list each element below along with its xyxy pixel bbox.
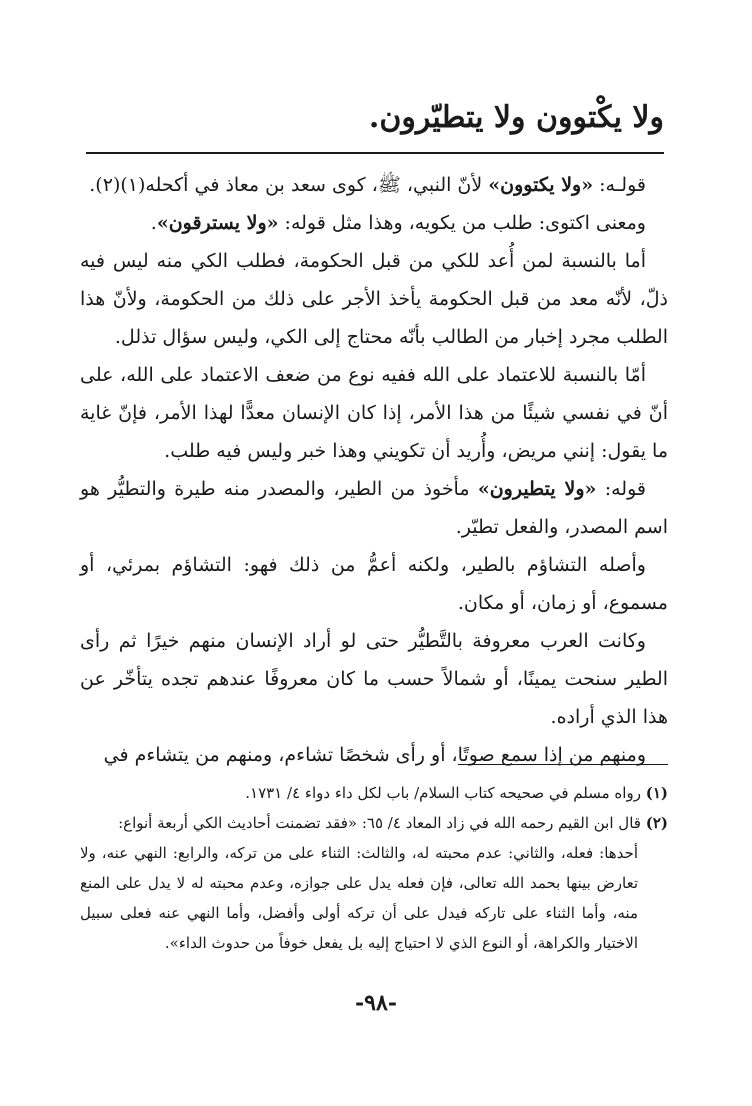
paragraph-lead: أما بالنسبة لمن أُعد للكي من قبل الحكومة، فطلب الكي منه ليس فيه ذلّ، لأنّه معد من قبل الحكومة يأخذ الأجر على ذلك من الحكومة، ولأنّ هذا الطلب مجرد إخبار من الطالب بأنّه محتاج إلى الكي، وليس سؤال تذلل.	[80, 250, 668, 348]
quoted-phrase: «ولا يسترقون»	[156, 212, 279, 234]
paragraph-text: لأنّ النبي، ﷺ، كوى سعد بن معاذ في أكحله(١)(٢).	[89, 174, 489, 196]
paragraph	[80, 622, 668, 736]
footnote-number: (٢)	[645, 814, 668, 832]
footnote	[80, 778, 668, 808]
paragraph	[80, 736, 668, 774]
paragraph-lead: ومنهم من إذا سمع صوتًا، أو رأى شخصًا تشاءم، ومنهم من يتشاءم في	[103, 744, 646, 766]
paragraph-lead: وأصله التشاؤم بالطير، ولكنه أعمُّ من ذلك فهو: التشاؤم بمرئي، أو مسموع، أو زمان، أو مكان.	[80, 554, 668, 614]
footnote-divider	[458, 764, 668, 765]
footnote-continuation: أحدها: فعله، والثاني: عدم محبته له، والثالث: الثناء على من تركه، والرابع: النهي عنه، ولا تعارض بينها بحمد الله تعالى، فإن فعله يدل على جوازه، وعدم محبته له لا يدل على المنع منه، وأما الثناء على تاركه فيدل على أن تركه أولى وأفضل، وأما النهي عنه فعلى سبيل الاختيار والكراهة، أو النوع الذي لا احتياج إليه بل يفعل خوفاً من حدوث الداء».	[80, 844, 638, 952]
page-number: -٩٨-	[355, 990, 397, 1016]
paragraph-lead: ومعنى اكتوى: طلب من يكويه، وهذا مثل قوله:	[278, 212, 646, 234]
footnote-number: (١)	[645, 784, 668, 802]
footnotes	[80, 778, 668, 958]
quoted-phrase: «ولا يتطيرون»	[477, 478, 597, 500]
footnote-text: قال ابن القيم رحمه الله في زاد المعاد ٤/ ٦٥: «فقد تضمنت أحاديث الكي أربعة أنواع:	[118, 814, 646, 832]
paragraph-lead: قولـه:	[593, 174, 646, 196]
footnote-text: رواه مسلم في صحيحه كتاب السلام/ باب لكل داء دواء ٤/ ١٧٣١.	[245, 784, 646, 802]
paragraph	[80, 470, 668, 546]
quoted-phrase: «ولا يكتوون»	[488, 174, 594, 196]
main-text	[80, 166, 668, 774]
title-divider	[86, 152, 664, 154]
paragraph-text: .	[150, 212, 157, 234]
page-title: ولا يكْتوون ولا يتطيّرون.	[368, 100, 664, 135]
footnote	[80, 808, 668, 838]
paragraph-lead: أمّا بالنسبة للاعتماد على الله ففيه نوع من ضعف الاعتماد على الله، على أنّ في نفسي شيئًا من هذا الأمر، إذا كان الإنسان معدًّا لهذا الأمر، فإنّ غاية ما يقول: إنني مريض، وأُريد أن تكويني وهذا خبر وليس فيه طلب.	[80, 364, 668, 462]
paragraph	[80, 356, 668, 470]
paragraph	[80, 166, 668, 204]
paragraph	[80, 546, 668, 622]
paragraph-lead: وكانت العرب معروفة بالتَّطيُّر حتى لو أراد الإنسان منهم خيرًا ثم رأى الطير سنحت يمينًا، أو شمالاً حسب ما كان معروفًا عندهم تجده يتأخّر عن هذا الذي أراده.	[80, 630, 668, 728]
paragraph-text: مأخوذ من الطير، والمصدر منه طيرة والتطيُّر هو اسم المصدر، والفعل تطيّر.	[80, 478, 668, 538]
paragraph	[80, 242, 668, 356]
paragraph	[80, 204, 668, 242]
paragraph-lead: قوله:	[596, 478, 646, 500]
